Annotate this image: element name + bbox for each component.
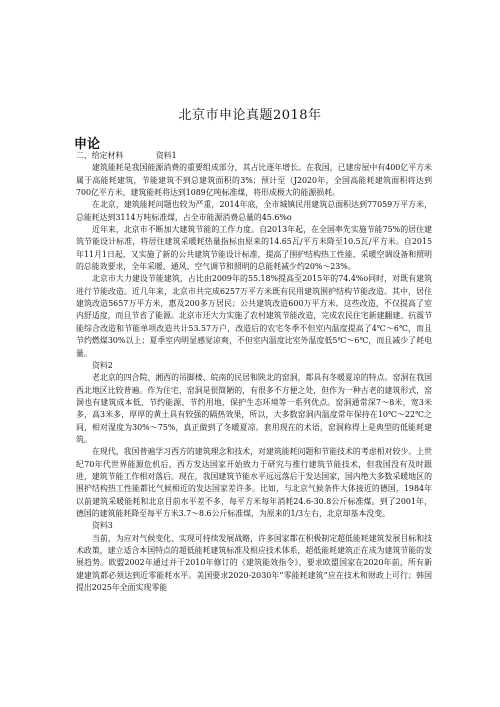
sub-heading-part: 二、给定材料 [76,151,124,160]
material-label: 资料3 [92,521,113,531]
paragraph: 在现代，我国普遍学习西方的建筑理念和技术，对建筑能耗问题和节能技术的考虑相对较少。上世纪70年代世界能源危机后，西方发达国家开始致力于研究与推行建筑节能技术，但我国没有及时跟进，建筑节能工作相对落后。现在，我国建筑节能水平远远落后于发达国家，国内绝大多数采暖地区的围护结构热工性能都比气候相近的发达国家差许多。比如，与北京气候条件大体接近的德国，1984年以前建筑采暖能耗和北京目前水平差不多，每平方米每年消耗24.6-30.8公斤标准煤。到了2001年，德国的建筑能耗降至每平方米3.7～8.6公斤标准煤，为原来的1/3左右，北京却基本没变。 [76,447,432,518]
document-title: 北京市申论真题2018年 [178,108,322,123]
paragraph: 北京市大力建设节能建筑，占比由2009年的55.18%提高至2015年的74.4%o同时，对既有建筑进行节能改造。近几年来，北京市共完成6257万平方米既有民用建筑围护结构节能改造。其中，居住建筑改造5657万平方米，惠及200多万居民；公共建筑改造600万平方米。这些改造，不仅提高了室内舒适度，而且节省了能源。北京市还大力实施了农村建筑节能改造，完成农民住宅新建翻建、抗震节能综合改造和节能单项改造共计53.57万户，改造后的农宅冬季不但室内温度提高了4℃～6℃，而且节约燃煤30%以上；夏季室内明显感觉凉爽，不但室内温度比室外温度低5℃～6℃，而且减少了耗电量。 [76,274,432,358]
sub-heading-material: 资料1 [155,151,177,160]
paragraph: 近年来，北京市不断加大建筑节能的工作力度。自2013年起，在全国率先实施节能75%的居住建筑节能设计标准，将居住建筑采暖耗热量指标由原来的14.65瓦/平方米降至10.5瓦/平方米。自2015年11月1日起，又实施了新的公共建筑节能设计标准，提高了围护结构热工性能、采暖空调设备和照明的总能效要求，全年采暖、通风、空气调节和照明的总能耗减少约20%～23%。 [76,225,432,272]
sub-heading [76,150,432,162]
paragraph: 老北京的四合院、湘西的吊脚楼、皖南的民居和陕北的窑洞，都具有冬暖夏凉的特点。窑洞在我国西北地区比较普遍。作为住宅，窑洞是很简陋的，有很多不方便之处，但作为一种古老的建筑形式，窑洞也有建筑成本低、节约能源、节约用地、保护生态环境等一系列优点。窑洞通常深7～8米，宽3米多，高3米多，厚厚的黄土具有较强的隔热效果，所以，大多数窑洞内温度常年保持在10℃～22℃之间，相对湿度为30%～75%，真正做到了冬暖夏凉。套用现在的术语，窑洞称得上是典型的低能耗建筑。 [76,373,432,444]
paragraph: 建筑能耗是我国能源消费的重要组成部分，其占比逐年增长。在我国，已建房屋中有400亿平方米属于高能耗建筑，节能建筑不到总建筑面积的3%；预计至（J2020年，全国高能耗建筑面积将达到700亿平方米，建筑能耗将达到1089亿吨标准煤，将形成极大的能源损耗。 [76,163,432,198]
paragraph: 在北京，建筑能耗问题也较为严重，2014年底，全市城镇民用建筑总面积达到77059万平方米，总能耗达到3114万吨标准煤，占全市能源消费总量的45.6%o [76,200,432,222]
paragraph-list [76,162,432,594]
material-label: 资料2 [92,360,113,370]
document-body [76,150,432,594]
section-heading: 申论 [74,137,101,152]
paragraph: 当前，为应对气候变化、实现可持续发展战略，许多国家都在积极制定超低能耗建筑发展目标和技术政策，建立适合本国特点的超低能耗建筑标准及相应技术体系，超低能耗建筑正在成为建筑节能的发展趋势。欧盟2002年通过并于2010年修订的《建筑能效指令》，要求欧盟国家在2020年前，所有新建建筑都必须达到近零能耗水平。美国要求2020-2030年“零能耗建筑”应在技术和财政上可行；韩国提出2025年全面实现零能 [76,533,432,593]
